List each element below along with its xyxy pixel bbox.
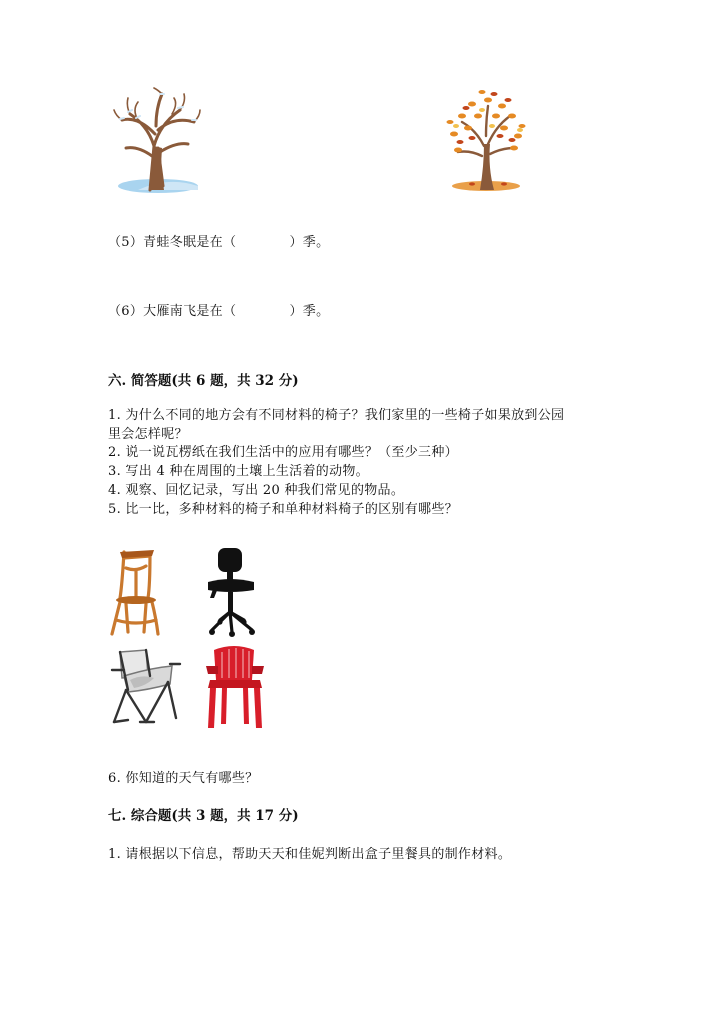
s6-q6: 6. 你知道的天气有哪些？ bbox=[108, 771, 259, 786]
s6-q2: 2. 说一说瓦楞纸在我们生活中的应用有哪些？（至少三种） bbox=[108, 445, 458, 460]
fill-blank-q5: （5）青蛙冬眠是在（ ）季。 bbox=[108, 235, 330, 250]
folding-chair-image bbox=[110, 646, 182, 726]
section7-heading: 七. 综合题(共 3 题，共 17 分) bbox=[108, 808, 299, 824]
autumn-tree-image bbox=[442, 86, 526, 194]
s6-q1-line1: 1. 为什么不同的地方会有不同材料的椅子？我们家里的一些椅子如果放到公园 bbox=[108, 408, 565, 423]
fill-blank-q6: （6）大雁南飞是在（ ）季。 bbox=[108, 304, 330, 319]
section6-heading: 六. 简答题(共 6 题，共 32 分) bbox=[108, 373, 299, 389]
s7-q1: 1. 请根据以下信息，帮助天天和佳妮判断出盒子里餐具的制作材料。 bbox=[108, 847, 512, 862]
plastic-chair-image bbox=[204, 644, 266, 730]
s6-q5: 5. 比一比，多种材料的椅子和单种材料椅子的区别有哪些？ bbox=[108, 502, 458, 517]
s6-q3: 3. 写出 4 种在周围的土壤上生活着的动物。 bbox=[108, 464, 369, 479]
wooden-chair-image bbox=[108, 546, 164, 636]
office-chair-image bbox=[204, 546, 260, 638]
winter-tree-image bbox=[108, 86, 204, 194]
s6-q1-line2: 里会怎样呢？ bbox=[108, 427, 188, 442]
s6-q4: 4. 观察、回忆记录，写出 20 种我们常见的物品。 bbox=[108, 483, 405, 498]
